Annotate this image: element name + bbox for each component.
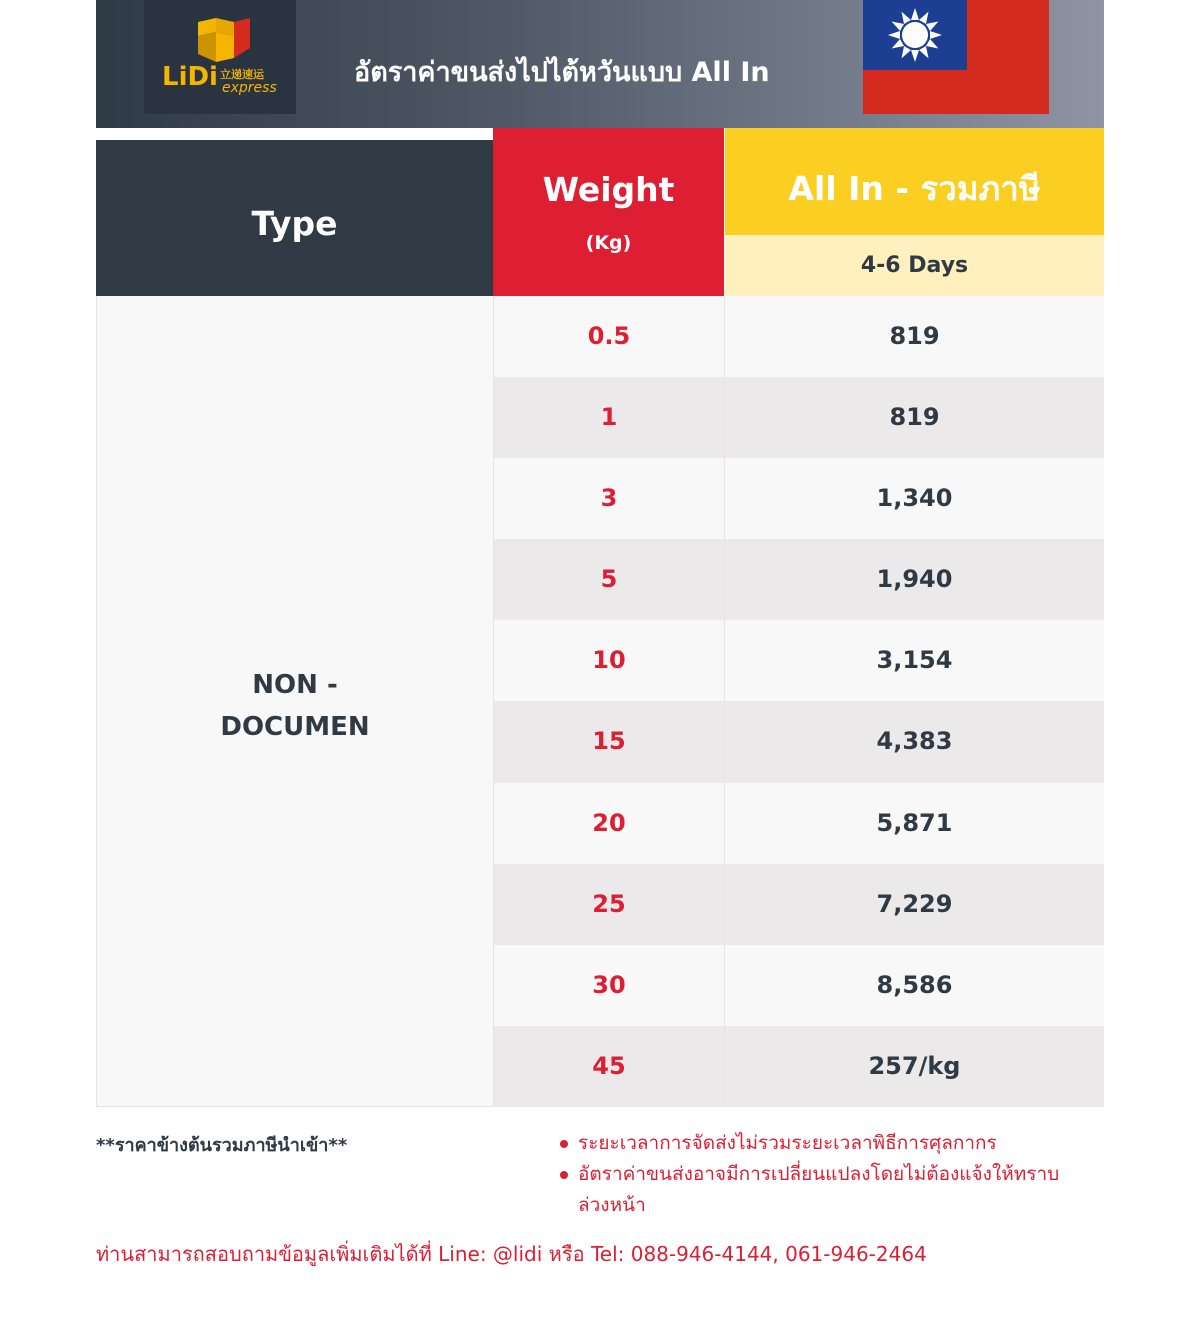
type-cell xyxy=(96,296,493,1107)
tax-note: **ราคาข้างต้นรวมภาษีนำเข้า** xyxy=(96,1135,348,1156)
header-banner xyxy=(96,0,1104,128)
column-divider xyxy=(493,296,494,1107)
price-cell: 8,586 xyxy=(876,970,953,999)
note-text: อัตราค่าขนส่งอาจมีการเปลี่ยนแปลงโดยไม่ต้องแจ้งให้ทราบล่วงหน้า xyxy=(578,1163,1060,1216)
price-cell: 819 xyxy=(889,322,940,350)
header-days-label: 4-6 Days xyxy=(860,253,969,278)
table-row xyxy=(494,864,1104,945)
price-cell: 1,340 xyxy=(876,484,953,513)
header-type-label: Type xyxy=(251,204,338,243)
weight-cell: 45 xyxy=(592,1051,626,1080)
logo-chinese: 立递速运 xyxy=(220,68,264,81)
column-divider xyxy=(724,296,725,1107)
price-cell: 3,154 xyxy=(876,646,953,675)
price-cell: 5,871 xyxy=(876,808,953,837)
table-row xyxy=(494,539,1104,620)
type-value-line2: DOCUMEN xyxy=(220,712,370,742)
header-price-label: All In - รวมภาษี xyxy=(788,169,1041,208)
weight-cell: 15 xyxy=(592,727,626,756)
page-title: อัตราค่าขนส่งไปไต้หวันแบบ All In xyxy=(354,57,770,88)
header-price xyxy=(725,128,1104,235)
header-weight-label: Weight xyxy=(542,170,675,209)
table-row xyxy=(494,296,1104,377)
table-row xyxy=(494,1026,1104,1107)
table-row xyxy=(494,945,1104,1026)
lidi-logo xyxy=(144,0,296,114)
table-row xyxy=(494,377,1104,458)
weight-cell: 10 xyxy=(592,646,626,675)
list-item xyxy=(560,1159,1080,1221)
price-cell: 819 xyxy=(889,403,940,432)
notes-list xyxy=(560,1128,1080,1221)
bullet-icon xyxy=(560,1171,568,1179)
note-text: ระยะเวลาการจัดส่งไม่รวมระยะเวลาพิธีการศุลกากร xyxy=(578,1132,997,1154)
price-cell: 7,229 xyxy=(876,889,953,918)
header-weight xyxy=(493,128,724,296)
table-row xyxy=(494,783,1104,864)
rate-rows xyxy=(494,296,1104,1107)
contact-info: ท่านสามารถสอบถามข้อมูลเพิ่มเติมได้ที่ Line: @lidi หรือ Tel: 088-946-4144, 061-946-2464 xyxy=(96,1242,927,1266)
weight-cell: 3 xyxy=(600,484,618,513)
rate-table xyxy=(96,128,1104,1108)
table-row xyxy=(494,620,1104,701)
bullet-icon xyxy=(560,1140,568,1148)
taiwan-flag-icon xyxy=(863,0,1049,114)
table-row xyxy=(494,458,1104,539)
weight-cell: 1 xyxy=(600,403,618,432)
header-type xyxy=(96,140,493,296)
logo-brand: LiDi xyxy=(162,62,218,92)
weight-cell: 5 xyxy=(600,565,618,594)
price-cell: 1,940 xyxy=(876,565,953,594)
price-cell: 257/kg xyxy=(868,1051,961,1080)
weight-cell: 0.5 xyxy=(587,322,631,350)
logo-sub: express xyxy=(222,80,277,96)
weight-cell: 25 xyxy=(592,889,626,918)
price-cell: 4,383 xyxy=(876,727,953,756)
header-delivery-days xyxy=(725,235,1104,296)
weight-cell: 20 xyxy=(592,808,626,837)
weight-cell: 30 xyxy=(592,970,626,999)
type-value-line1: NON - xyxy=(252,670,338,700)
box-logo-icon xyxy=(194,18,250,62)
header-weight-unit: (Kg) xyxy=(585,232,632,254)
table-row xyxy=(494,701,1104,782)
list-item xyxy=(560,1128,1080,1159)
